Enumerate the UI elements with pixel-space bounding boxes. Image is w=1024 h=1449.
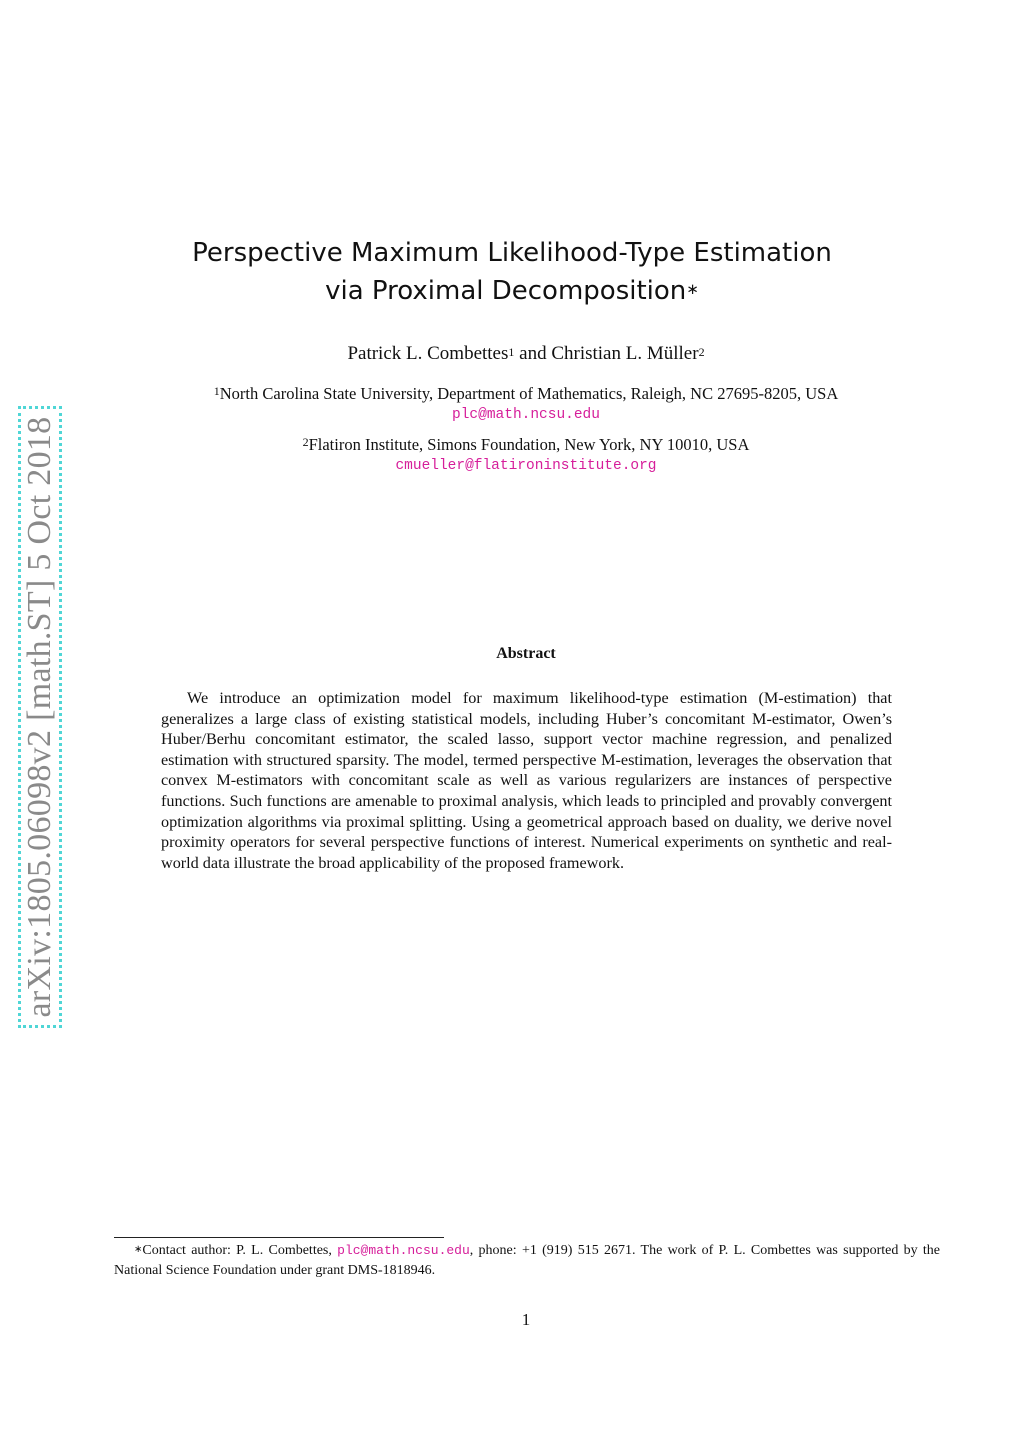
affiliation-2-text: Flatiron Institute, Simons Foundation, New York, NY 10010, USA — [308, 435, 750, 454]
footnote-prefix: Contact author: P. L. Combettes, — [142, 1243, 338, 1258]
author-1-mark: 1 — [508, 345, 515, 359]
author-1: Patrick L. Combettes — [347, 343, 509, 364]
affiliation-2 — [0, 434, 1024, 455]
affiliation-1-text: North Carolina State University, Department of Mathematics, Raleigh, NC 27695-8205, USA — [219, 384, 839, 403]
abstract-text: We introduce an optimization model for maximum likelihood-type estimation (M-estimation) that generalizes a large class of existing statistical models, including Huber’s concomitant M-estimator, Owen’s Huber/Berhu concomitant estimator, the scaled lasso, support vector machine regression, and penalized estimation with structured sparsity. The model, termed perspective M-estimation, leverages the observation that convex M-estimators with concomitant scale as well as various regularizers are instances of perspective functions. Such functions are amenable to proximal analysis, which leads to principled and provably convergent optimization algorithms via proximal splitting. Using a geometrical approach based on duality, we derive novel proximity operators for several perspective functions of interest. Numerical experiments on synthetic and real-world data illustrate the broad applicability of the proposed framework. — [161, 689, 892, 872]
abstract-heading: Abstract — [496, 645, 556, 662]
title-line-1: Perspective Maximum Likelihood-Type Estimation — [192, 238, 832, 268]
title-line-2-text: via Proximal Decomposition — [325, 276, 687, 306]
footnote-mark: ∗ — [134, 1244, 143, 1255]
footnote-rule — [114, 1237, 444, 1238]
affiliation-2-mark: 2 — [302, 435, 309, 449]
footnote-suffix: , phone: +1 (919) 515 2671. The work of P. L. Combettes was supported by the National Science Foundation under grant DMS-1818946. — [114, 1243, 940, 1278]
title-line-2 — [0, 272, 1024, 310]
footnote-email[interactable]: plc@math.ncsu.edu — [337, 1243, 470, 1258]
author-list — [0, 341, 1024, 367]
page-number: 1 — [521, 1310, 531, 1329]
title-footnote-mark[interactable]: ∗ — [686, 280, 699, 298]
paper-title — [0, 234, 1024, 310]
author-2: Christian L. Müller — [551, 343, 699, 364]
footnote — [114, 1241, 940, 1281]
affiliation-1-email[interactable]: plc@math.ncsu.edu — [452, 407, 600, 423]
affiliation-1 — [0, 383, 1024, 404]
author-2-mark: 2 — [698, 345, 705, 359]
author-conjunction: and — [519, 343, 547, 364]
affiliation-1-mark: 1 — [213, 384, 220, 398]
affiliation-2-email[interactable]: cmueller@flatironinstitute.org — [395, 458, 657, 474]
arxiv-stamp[interactable]: arXiv:1805.06098v2 [math.ST] 5 Oct 2018 — [21, 416, 58, 1018]
